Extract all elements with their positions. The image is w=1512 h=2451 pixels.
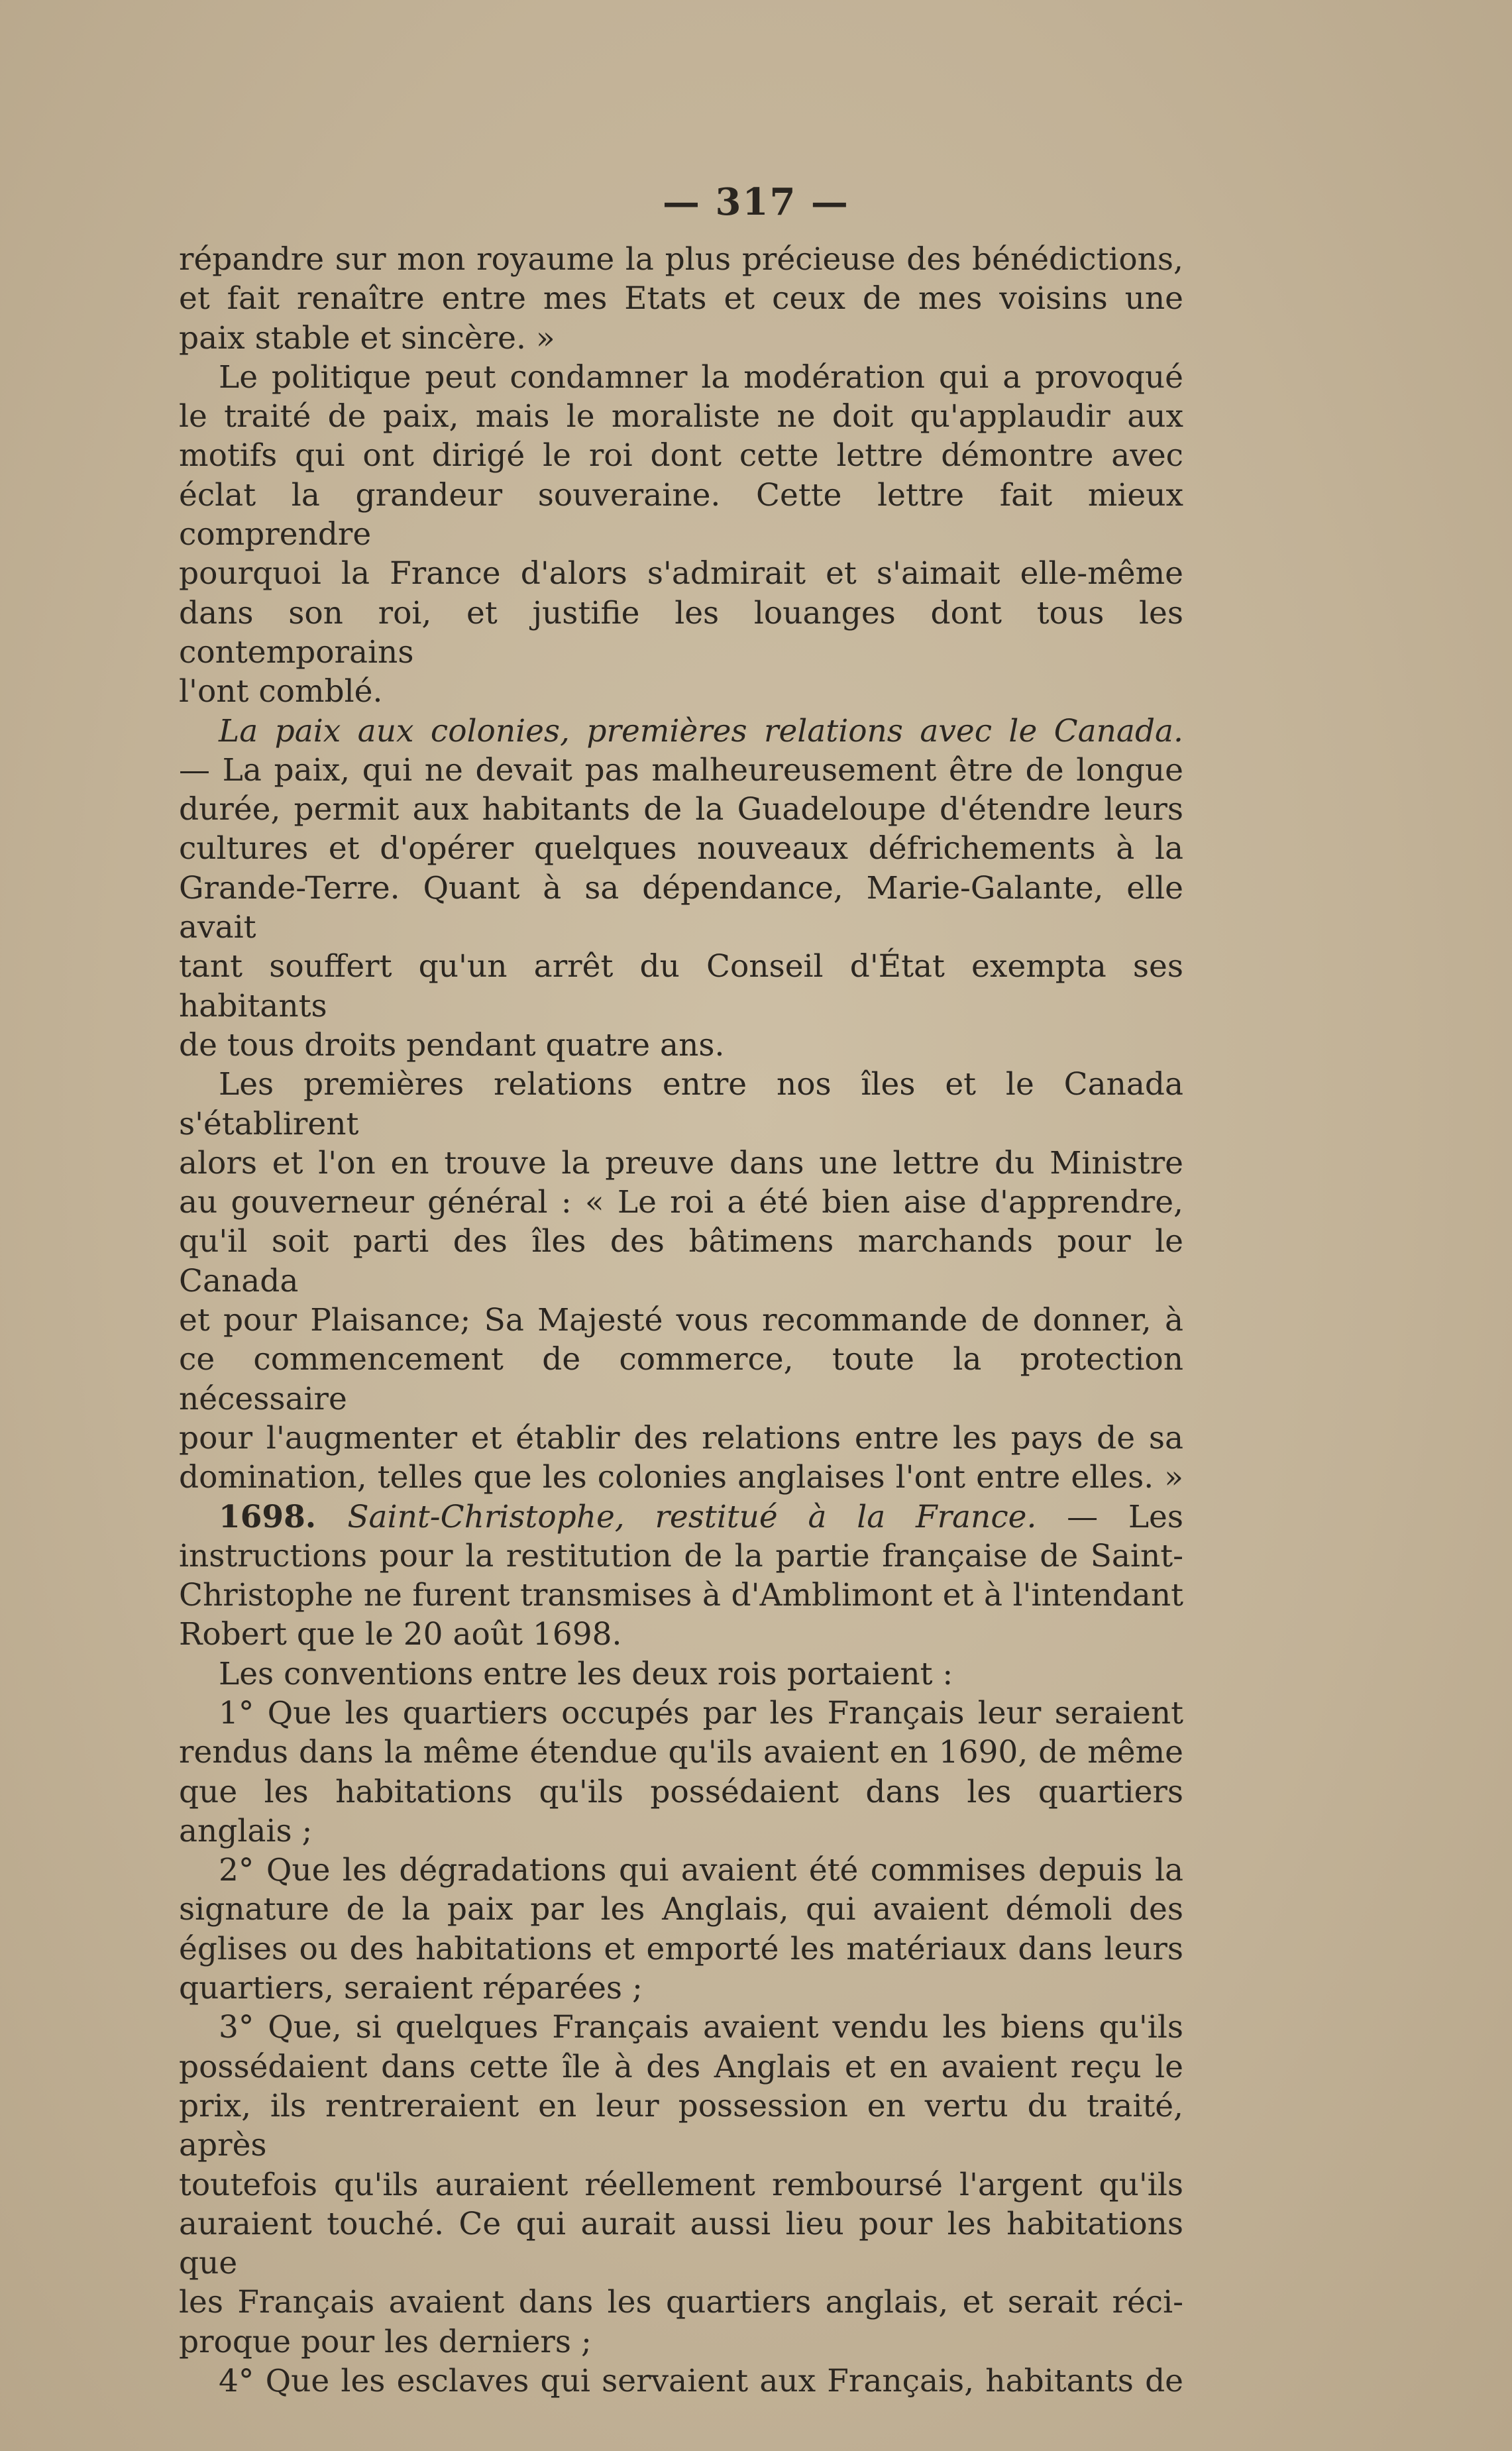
text-line [179, 397, 1183, 436]
text-line [179, 1655, 1183, 1694]
line-text: que les habitations qu'ils possédaient dans les quartiers anglais ; [179, 1773, 1183, 1849]
text-line [179, 2205, 1183, 2283]
text-line [179, 279, 1183, 318]
line-text: pour l'augmenter et établir des relations entre les pays de sa [179, 1419, 1183, 1456]
text-line [179, 1733, 1183, 1772]
text-line [179, 1301, 1183, 1340]
line-text: possédaient dans cette île à des Anglais et en avaient reçu le [179, 2048, 1183, 2085]
line-text: Robert que le 20 août 1698. [179, 1616, 622, 1653]
line-text: Grande-Terre. Quant à sa dépendance, Marie-Galante, elle avait [179, 869, 1183, 946]
text-line [179, 2322, 1183, 2362]
line-text: proque pour les derniers ; [179, 2323, 592, 2360]
text-line [179, 1498, 1183, 1537]
line-text: cultures et d'opérer quelques nouveaux défrichements à la [179, 830, 1183, 867]
line-text: quartiers, seraient réparées ; [179, 1970, 643, 2007]
text-line [179, 1065, 1183, 1144]
text-line [179, 436, 1183, 475]
line-text: domination, telles que les colonies anglaises l'ont entre elles. » [179, 1459, 1183, 1496]
text-line [179, 1772, 1183, 1851]
text-line [179, 1615, 1183, 1654]
line-text: 4° Que les esclaves qui servaient aux Français, habitants de [219, 2363, 1183, 2400]
line-text: instructions pour la restitution de la partie française de Saint- [179, 1537, 1183, 1574]
text-line [179, 1890, 1183, 1929]
section-heading: Saint-Christophe, restitué à la France. [347, 1498, 1037, 1535]
text-line [179, 1340, 1183, 1419]
text-line [179, 594, 1183, 673]
text-line [179, 2087, 1183, 2165]
line-text: églises ou des habitations et emporté les matériaux dans leurs [179, 1930, 1183, 1967]
body-text [179, 240, 1183, 2401]
line-text: le traité de paix, mais le moraliste ne doit qu'applaudir aux [179, 398, 1183, 435]
line-text: Les premières relations entre nos îles et le Canada s'établirent [179, 1066, 1183, 1142]
line-text: et fait renaître entre mes Etats et ceux de mes voisins une [179, 280, 1183, 317]
page-number: — 317 — [663, 180, 849, 224]
line-text: 3° Que, si quelques Français avaient vendu les biens qu'ils [219, 2009, 1183, 2046]
text-line [179, 1026, 1183, 1065]
line-text: répandre sur mon royaume la plus précieuse des bénédictions, [179, 241, 1183, 278]
text-line [179, 751, 1183, 790]
text-line [179, 1419, 1183, 1458]
line-text: auraient touché. Ce qui aurait aussi lieu pour les habitations que [179, 2205, 1183, 2282]
line-text: de tous droits pendant quatre ans. [179, 1026, 725, 1063]
line-text: les Français avaient dans les quartiers anglais, et serait réci- [179, 2284, 1183, 2321]
text-line [179, 1930, 1183, 1969]
line-text: 1° Que les quartiers occupés par les Français leur seraient [219, 1694, 1183, 1731]
section-heading: La paix aux colonies, premières relations avec le Canada. [219, 712, 1183, 749]
line-text: ce commencement de commerce, toute la protection nécessaire [179, 1341, 1183, 1417]
line-text: qu'il soit parti des îles des bâtimens marchands pour le Canada [179, 1223, 1183, 1299]
text-line [179, 1458, 1183, 1497]
line-text: rendus dans la même étendue qu'ils avaient en 1690, de même [179, 1734, 1183, 1771]
line-text: motifs qui ont dirigé le roi dont cette lettre démontre avec [179, 437, 1183, 474]
text-line [179, 829, 1183, 868]
text-line [179, 554, 1183, 593]
line-text: — Les [1036, 1498, 1183, 1535]
text-line [179, 1537, 1183, 1576]
line-text: Christophe ne furent transmises à d'Amblimont et à l'intendant [179, 1577, 1183, 1614]
line-text: éclat la grandeur souveraine. Cette lettre fait mieux comprendre [179, 476, 1183, 553]
line-text: durée, permit aux habitants de la Guadeloupe d'étendre leurs [179, 791, 1183, 828]
line-text: paix stable et sincère. » [179, 319, 555, 356]
line-text: au gouverneur général : « Le roi a été bien aise d'apprendre, [179, 1184, 1183, 1221]
text-line [179, 2047, 1183, 2087]
text-line [179, 1851, 1183, 1890]
text-line [179, 947, 1183, 1026]
line-text: alors et l'on en trouve la preuve dans une lettre du Ministre [179, 1144, 1183, 1181]
line-text: et pour Plaisance; Sa Majesté vous recommande de donner, à [179, 1302, 1183, 1339]
text-line [179, 1144, 1183, 1183]
line-text: toutefois qu'ils auraient réellement remboursé l'argent qu'ils [179, 2166, 1183, 2203]
text-line [179, 2165, 1183, 2205]
text-line [179, 672, 1183, 711]
text-line [179, 476, 1183, 555]
text-line [179, 2362, 1183, 2401]
line-text: l'ont comblé. [179, 673, 383, 710]
text-line [179, 712, 1183, 751]
text-line [179, 1222, 1183, 1301]
text-line [179, 790, 1183, 829]
line-text: Le politique peut condamner la modération qui a provoqué [219, 358, 1183, 396]
line-text: 2° Que les dégradations qui avaient été commises depuis la [219, 1852, 1183, 1889]
text-line [179, 2283, 1183, 2322]
line-text: tant souffert qu'un arrêt du Conseil d'État exempta ses habitants [179, 948, 1183, 1024]
text-line [179, 240, 1183, 279]
text-line [179, 1183, 1183, 1222]
line-text: dans son roi, et justifie les louanges dont tous les contemporains [179, 594, 1183, 671]
text-line [179, 869, 1183, 948]
text-line [179, 358, 1183, 397]
line-text: — La paix, qui ne devait pas malheureusement être de longue [179, 751, 1183, 789]
line-text: prix, ils rentreraient en leur possession en vertu du traité, après [179, 2087, 1183, 2164]
text-line [179, 1576, 1183, 1615]
text-line [179, 1969, 1183, 2008]
text-line [179, 1694, 1183, 1733]
text-line [179, 319, 1183, 358]
line-text: signature de la paix par les Anglais, qui avaient démoli des [179, 1891, 1183, 1928]
line-text: pourquoi la France d'alors s'admirait et s'aimait elle-même [179, 555, 1183, 592]
text-line [179, 2008, 1183, 2047]
line-text: Les conventions entre les deux rois portaient : [219, 1655, 953, 1692]
year-heading: 1698. [219, 1498, 348, 1535]
